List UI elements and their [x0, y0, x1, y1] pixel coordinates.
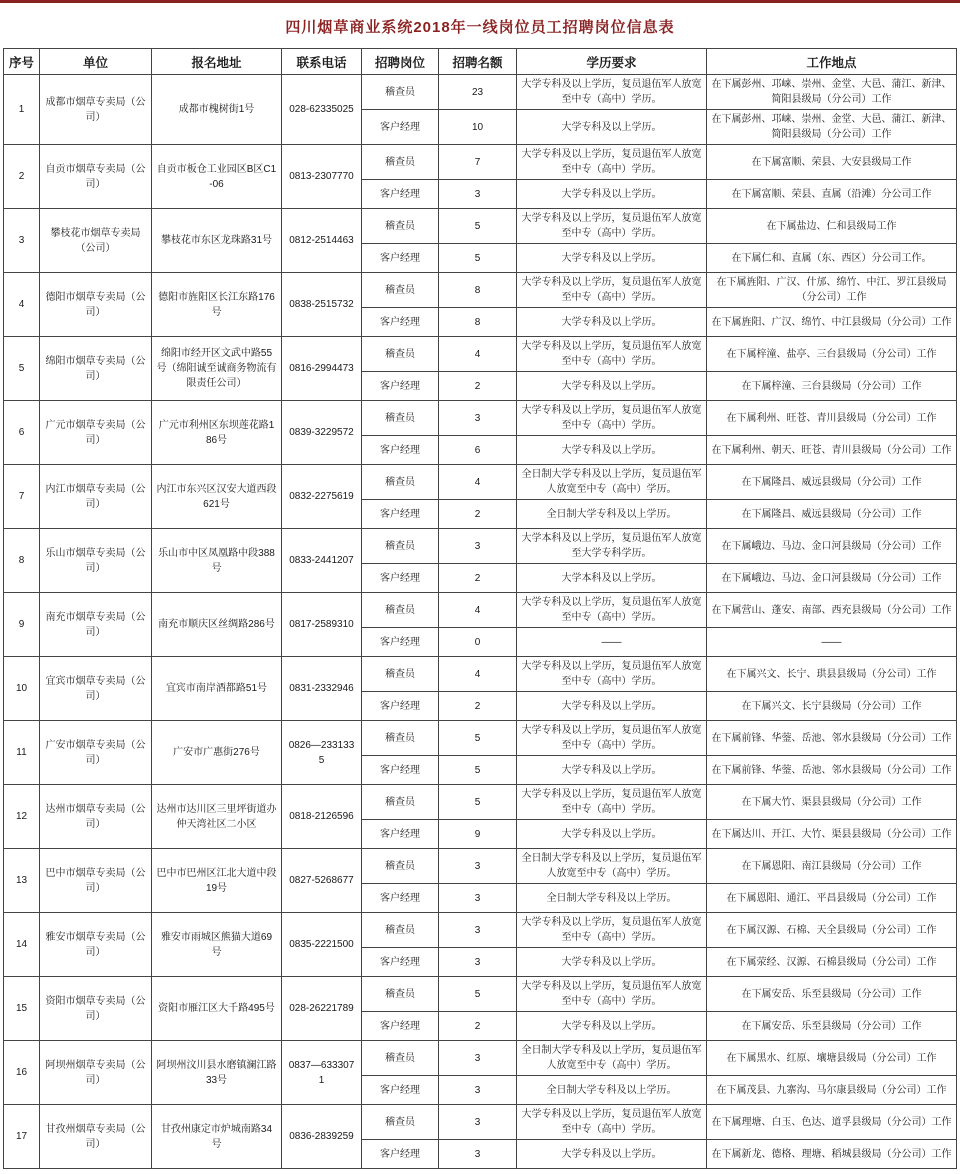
post-cell: 稽查员 — [362, 529, 439, 564]
education-cell: 大学专科及以上学历，复员退伍军人放宽至中专（高中）学历。 — [517, 721, 707, 756]
unit-cell: 广元市烟草专卖局（公司） — [40, 401, 152, 465]
phone-cell: 0813-2307770 — [282, 145, 362, 209]
education-cell: 全日制大学专科及以上学历。 — [517, 1076, 707, 1105]
unit-cell: 甘孜州烟草专卖局（公司） — [40, 1105, 152, 1169]
post-cell: 稽查员 — [362, 1105, 439, 1140]
address-cell: 巴中市巴州区江北大道中段19号 — [152, 849, 282, 913]
post-cell: 稽查员 — [362, 849, 439, 884]
post-cell: 客户经理 — [362, 564, 439, 593]
location-cell: 在下属前锋、华蓥、岳池、邻水县级局（分公司）工作 — [707, 756, 957, 785]
unit-cell: 南充市烟草专卖局（公司） — [40, 593, 152, 657]
quota-cell: 2 — [439, 564, 517, 593]
post-cell: 客户经理 — [362, 500, 439, 529]
quota-cell: 4 — [439, 657, 517, 692]
table-row — [4, 75, 957, 110]
phone-cell: 0826—2331335 — [282, 721, 362, 785]
unit-cell: 广安市烟草专卖局（公司） — [40, 721, 152, 785]
education-cell: 大学专科及以上学历。 — [517, 110, 707, 145]
address-cell: 乐山市中区凤凰路中段388号 — [152, 529, 282, 593]
table-row — [4, 273, 957, 308]
education-cell: 大学专科及以上学历，复员退伍军人放宽至中专（高中）学历。 — [517, 273, 707, 308]
location-cell: 在下属达川、开江、大竹、渠县县级局（分公司）工作 — [707, 820, 957, 849]
address-cell: 绵阳市经开区文武中路55号（绵阳诚至诚商务物流有限责任公司） — [152, 337, 282, 401]
address-cell: 南充市顺庆区丝绸路286号 — [152, 593, 282, 657]
education-cell: 大学本科及以上学历。 — [517, 564, 707, 593]
education-cell: 大学专科及以上学历，复员退伍军人放宽至中专（高中）学历。 — [517, 145, 707, 180]
seq-cell: 2 — [4, 145, 40, 209]
quota-cell: 5 — [439, 721, 517, 756]
quota-cell: 3 — [439, 913, 517, 948]
seq-cell: 7 — [4, 465, 40, 529]
seq-cell: 6 — [4, 401, 40, 465]
phone-cell: 0831-2332946 — [282, 657, 362, 721]
education-cell: 大学专科及以上学历，复员退伍军人放宽至中专（高中）学历。 — [517, 401, 707, 436]
location-cell: 在下属利州、朝天、旺苍、青川县级局（分公司）工作 — [707, 436, 957, 465]
phone-cell: 0812-2514463 — [282, 209, 362, 273]
education-cell: 大学专科及以上学历，复员退伍军人放宽至中专（高中）学历。 — [517, 337, 707, 372]
post-cell: 稽查员 — [362, 273, 439, 308]
quota-cell: 5 — [439, 977, 517, 1012]
location-cell: —— — [707, 628, 957, 657]
column-header-unit: 单位 — [40, 49, 152, 75]
location-cell: 在下属峨边、马边、金口河县级局（分公司）工作 — [707, 564, 957, 593]
education-cell: 大学本科及以上学历，复员退伍军人放宽至大学专科学历。 — [517, 529, 707, 564]
seq-cell: 16 — [4, 1041, 40, 1105]
table-row — [4, 401, 957, 436]
location-cell: 在下属大竹、渠县县级局（分公司）工作 — [707, 785, 957, 820]
phone-cell: 0827-5268677 — [282, 849, 362, 913]
quota-cell: 8 — [439, 273, 517, 308]
table-row — [4, 529, 957, 564]
quota-cell: 2 — [439, 372, 517, 401]
location-cell: 在下属恩阳、通江、平昌县级局（分公司）工作 — [707, 884, 957, 913]
education-cell: 大学专科及以上学历。 — [517, 180, 707, 209]
post-cell: 客户经理 — [362, 1076, 439, 1105]
education-cell: 大学专科及以上学历，复员退伍军人放宽至中专（高中）学历。 — [517, 977, 707, 1012]
location-cell: 在下属黑水、红原、壤塘县级局（分公司）工作 — [707, 1041, 957, 1076]
education-cell: 大学专科及以上学历。 — [517, 372, 707, 401]
seq-cell: 15 — [4, 977, 40, 1041]
phone-cell: 0836-2839259 — [282, 1105, 362, 1169]
location-cell: 在下属兴文、长宁县级局（分公司）工作 — [707, 692, 957, 721]
recruitment-table — [3, 48, 957, 1169]
seq-cell: 5 — [4, 337, 40, 401]
table-body — [4, 75, 957, 1169]
phone-cell: 0838-2515732 — [282, 273, 362, 337]
unit-cell: 自贡市烟草专卖局（公司） — [40, 145, 152, 209]
table-row — [4, 145, 957, 180]
column-header-post: 招聘岗位 — [362, 49, 439, 75]
quota-cell: 4 — [439, 465, 517, 500]
address-cell: 达州市达川区三里坪街道办仲天湾社区二小区 — [152, 785, 282, 849]
post-cell: 稽查员 — [362, 721, 439, 756]
column-header-seq: 序号 — [4, 49, 40, 75]
unit-cell: 雅安市烟草专卖局（公司） — [40, 913, 152, 977]
address-cell: 攀枝花市东区龙珠路31号 — [152, 209, 282, 273]
quota-cell: 3 — [439, 180, 517, 209]
quota-cell: 0 — [439, 628, 517, 657]
table-row — [4, 1105, 957, 1140]
seq-cell: 11 — [4, 721, 40, 785]
education-cell: 大学专科及以上学历。 — [517, 756, 707, 785]
quota-cell: 9 — [439, 820, 517, 849]
address-cell: 甘孜州康定市炉城南路34号 — [152, 1105, 282, 1169]
quota-cell: 2 — [439, 500, 517, 529]
quota-cell: 3 — [439, 1041, 517, 1076]
phone-cell: 028-62335025 — [282, 75, 362, 145]
education-cell: 大学专科及以上学历，复员退伍军人放宽至中专（高中）学历。 — [517, 1105, 707, 1140]
address-cell: 德阳市旌阳区长江东路176号 — [152, 273, 282, 337]
table-row — [4, 593, 957, 628]
education-cell: 大学专科及以上学历。 — [517, 244, 707, 273]
location-cell: 在下属隆昌、威远县级局（分公司）工作 — [707, 465, 957, 500]
seq-cell: 4 — [4, 273, 40, 337]
quota-cell: 5 — [439, 785, 517, 820]
post-cell: 客户经理 — [362, 110, 439, 145]
phone-cell: 0837—6333071 — [282, 1041, 362, 1105]
post-cell: 客户经理 — [362, 1012, 439, 1041]
unit-cell: 巴中市烟草专卖局（公司） — [40, 849, 152, 913]
location-cell: 在下属营山、蓬安、南部、西充县级局（分公司）工作 — [707, 593, 957, 628]
unit-cell: 宜宾市烟草专卖局（公司） — [40, 657, 152, 721]
location-cell: 在下属安岳、乐至县级局（分公司）工作 — [707, 1012, 957, 1041]
location-cell: 在下属仁和、直属（东、西区）分公司工作。 — [707, 244, 957, 273]
education-cell: 全日制大学专科及以上学历。 — [517, 884, 707, 913]
seq-cell: 9 — [4, 593, 40, 657]
address-cell: 广元市利州区东坝莲花路186号 — [152, 401, 282, 465]
education-cell: 大学专科及以上学历，复员退伍军人放宽至中专（高中）学历。 — [517, 913, 707, 948]
post-cell: 客户经理 — [362, 628, 439, 657]
phone-cell: 0835-2221500 — [282, 913, 362, 977]
quota-cell: 8 — [439, 308, 517, 337]
post-cell: 稽查员 — [362, 337, 439, 372]
seq-cell: 12 — [4, 785, 40, 849]
table-header-row — [4, 49, 957, 75]
phone-cell: 0818-2126596 — [282, 785, 362, 849]
education-cell: 大学专科及以上学历，复员退伍军人放宽至中专（高中）学历。 — [517, 209, 707, 244]
location-cell: 在下属旌阳、广汉、绵竹、中江县级局（分公司）工作 — [707, 308, 957, 337]
post-cell: 客户经理 — [362, 756, 439, 785]
seq-cell: 1 — [4, 75, 40, 145]
seq-cell: 13 — [4, 849, 40, 913]
phone-cell: 028-26221789 — [282, 977, 362, 1041]
post-cell: 稽查员 — [362, 913, 439, 948]
unit-cell: 内江市烟草专卖局（公司） — [40, 465, 152, 529]
post-cell: 稽查员 — [362, 977, 439, 1012]
column-header-location: 工作地点 — [707, 49, 957, 75]
address-cell: 雅安市雨城区熊猫大道69号 — [152, 913, 282, 977]
quota-cell: 4 — [439, 337, 517, 372]
seq-cell: 17 — [4, 1105, 40, 1169]
location-cell: 在下属新龙、德格、理塘、稻城县级局（分公司）工作 — [707, 1140, 957, 1169]
location-cell: 在下属隆昌、威远县级局（分公司）工作 — [707, 500, 957, 529]
quota-cell: 3 — [439, 884, 517, 913]
education-cell: 大学专科及以上学历。 — [517, 308, 707, 337]
phone-cell: 0817-2589310 — [282, 593, 362, 657]
address-cell: 广安市广惠街276号 — [152, 721, 282, 785]
seq-cell: 3 — [4, 209, 40, 273]
education-cell: 大学专科及以上学历。 — [517, 1140, 707, 1169]
post-cell: 客户经理 — [362, 1140, 439, 1169]
unit-cell: 攀枝花市烟草专卖局（公司） — [40, 209, 152, 273]
address-cell: 自贡市板仓工业园区B区C1-06 — [152, 145, 282, 209]
unit-cell: 绵阳市烟草专卖局（公司） — [40, 337, 152, 401]
education-cell: 大学专科及以上学历，复员退伍军人放宽至中专（高中）学历。 — [517, 785, 707, 820]
phone-cell: 0833-2441207 — [282, 529, 362, 593]
quota-cell: 2 — [439, 1012, 517, 1041]
post-cell: 稽查员 — [362, 785, 439, 820]
location-cell: 在下属梓潼、盐亭、三台县级局（分公司）工作 — [707, 337, 957, 372]
education-cell: 大学专科及以上学历，复员退伍军人放宽至中专（高中）学历。 — [517, 75, 707, 110]
education-cell: 大学专科及以上学历。 — [517, 1012, 707, 1041]
location-cell: 在下属理塘、白玉、色达、道孚县级局（分公司）工作 — [707, 1105, 957, 1140]
education-cell: 全日制大学专科及以上学历，复员退伍军人放宽至中专（高中）学历。 — [517, 849, 707, 884]
post-cell: 稽查员 — [362, 593, 439, 628]
phone-cell: 0839-3229572 — [282, 401, 362, 465]
quota-cell: 10 — [439, 110, 517, 145]
column-header-address: 报名地址 — [152, 49, 282, 75]
table-row — [4, 209, 957, 244]
quota-cell: 5 — [439, 244, 517, 273]
location-cell: 在下属盐边、仁和县级局工作 — [707, 209, 957, 244]
location-cell: 在下属安岳、乐至县级局（分公司）工作 — [707, 977, 957, 1012]
quota-cell: 3 — [439, 1105, 517, 1140]
quota-cell: 3 — [439, 1076, 517, 1105]
location-cell: 在下属富顺、荣县、大安县级局工作 — [707, 145, 957, 180]
post-cell: 稽查员 — [362, 145, 439, 180]
column-header-quota: 招聘名额 — [439, 49, 517, 75]
post-cell: 稽查员 — [362, 657, 439, 692]
location-cell: 在下属茂县、九寨沟、马尔康县级局（分公司）工作 — [707, 1076, 957, 1105]
column-header-education: 学历要求 — [517, 49, 707, 75]
seq-cell: 8 — [4, 529, 40, 593]
education-cell: 全日制大学专科及以上学历，复员退伍军人放宽至中专（高中）学历。 — [517, 1041, 707, 1076]
location-cell: 在下属利州、旺苍、青川县级局（分公司）工作 — [707, 401, 957, 436]
unit-cell: 德阳市烟草专卖局（公司） — [40, 273, 152, 337]
location-cell: 在下属前锋、华蓥、岳池、邻水县级局（分公司）工作 — [707, 721, 957, 756]
address-cell: 成都市槐树街1号 — [152, 75, 282, 145]
quota-cell: 5 — [439, 756, 517, 785]
unit-cell: 阿坝州烟草专卖局（公司） — [40, 1041, 152, 1105]
post-cell: 客户经理 — [362, 244, 439, 273]
unit-cell: 资阳市烟草专卖局（公司） — [40, 977, 152, 1041]
location-cell: 在下属旌阳、广汉、什邡、绵竹、中江、罗江县级局（分公司）工作 — [707, 273, 957, 308]
post-cell: 稽查员 — [362, 209, 439, 244]
column-header-phone: 联系电话 — [282, 49, 362, 75]
quota-cell: 3 — [439, 401, 517, 436]
location-cell: 在下属彭州、邛崃、崇州、金堂、大邑、蒲江、新津、简阳县级局（分公司）工作 — [707, 75, 957, 110]
education-cell: 大学专科及以上学历。 — [517, 436, 707, 465]
location-cell: 在下属彭州、邛崃、崇州、金堂、大邑、蒲江、新津、简阳县级局（分公司）工作 — [707, 110, 957, 145]
phone-cell: 0816-2994473 — [282, 337, 362, 401]
post-cell: 稽查员 — [362, 1041, 439, 1076]
education-cell: 大学专科及以上学历。 — [517, 692, 707, 721]
location-cell: 在下属汉源、石棉、天全县级局（分公司）工作 — [707, 913, 957, 948]
post-cell: 客户经理 — [362, 820, 439, 849]
quota-cell: 3 — [439, 948, 517, 977]
unit-cell: 乐山市烟草专卖局（公司） — [40, 529, 152, 593]
table-row — [4, 465, 957, 500]
unit-cell: 达州市烟草专卖局（公司） — [40, 785, 152, 849]
address-cell: 资阳市雁江区大千路495号 — [152, 977, 282, 1041]
page-title: 四川烟草商业系统2018年一线岗位员工招聘岗位信息表 — [285, 19, 675, 36]
post-cell: 稽查员 — [362, 401, 439, 436]
table-row — [4, 785, 957, 820]
location-cell: 在下属富顺、荣县、直属（沿滩）分公司工作 — [707, 180, 957, 209]
table-row — [4, 977, 957, 1012]
post-cell: 稽查员 — [362, 465, 439, 500]
table-row — [4, 337, 957, 372]
seq-cell: 14 — [4, 913, 40, 977]
post-cell: 客户经理 — [362, 884, 439, 913]
location-cell: 在下属峨边、马边、金口河县级局（分公司）工作 — [707, 529, 957, 564]
location-cell: 在下属兴文、长宁、珙县县级局（分公司）工作 — [707, 657, 957, 692]
post-cell: 客户经理 — [362, 308, 439, 337]
phone-cell: 0832-2275619 — [282, 465, 362, 529]
post-cell: 客户经理 — [362, 180, 439, 209]
education-cell: 大学专科及以上学历。 — [517, 820, 707, 849]
post-cell: 客户经理 — [362, 948, 439, 977]
address-cell: 内江市东兴区汉安大道西段621号 — [152, 465, 282, 529]
education-cell: 大学专科及以上学历。 — [517, 948, 707, 977]
education-cell: 大学专科及以上学历，复员退伍军人放宽至中专（高中）学历。 — [517, 657, 707, 692]
education-cell: 大学专科及以上学历，复员退伍军人放宽至中专（高中）学历。 — [517, 593, 707, 628]
location-cell: 在下属荥经、汉源、石棉县级局（分公司）工作 — [707, 948, 957, 977]
quota-cell: 3 — [439, 849, 517, 884]
quota-cell: 7 — [439, 145, 517, 180]
quota-cell: 3 — [439, 1140, 517, 1169]
post-cell: 客户经理 — [362, 692, 439, 721]
post-cell: 稽查员 — [362, 75, 439, 110]
table-row — [4, 1041, 957, 1076]
post-cell: 客户经理 — [362, 436, 439, 465]
table-row — [4, 913, 957, 948]
location-cell: 在下属恩阳、南江县级局（分公司）工作 — [707, 849, 957, 884]
table-row — [4, 849, 957, 884]
table-row — [4, 657, 957, 692]
table-row — [4, 721, 957, 756]
post-cell: 客户经理 — [362, 372, 439, 401]
location-cell: 在下属梓潼、三台县级局（分公司）工作 — [707, 372, 957, 401]
education-cell: —— — [517, 628, 707, 657]
address-cell: 阿坝州汶川县水磨镇澜江路33号 — [152, 1041, 282, 1105]
quota-cell: 3 — [439, 529, 517, 564]
quota-cell: 6 — [439, 436, 517, 465]
seq-cell: 10 — [4, 657, 40, 721]
unit-cell: 成都市烟草专卖局（公司） — [40, 75, 152, 145]
education-cell: 全日制大学专科及以上学历，复员退伍军人放宽至中专（高中）学历。 — [517, 465, 707, 500]
quota-cell: 4 — [439, 593, 517, 628]
quota-cell: 23 — [439, 75, 517, 110]
quota-cell: 5 — [439, 209, 517, 244]
quota-cell: 2 — [439, 692, 517, 721]
address-cell: 宜宾市南岸酒都路51号 — [152, 657, 282, 721]
education-cell: 全日制大学专科及以上学历。 — [517, 500, 707, 529]
